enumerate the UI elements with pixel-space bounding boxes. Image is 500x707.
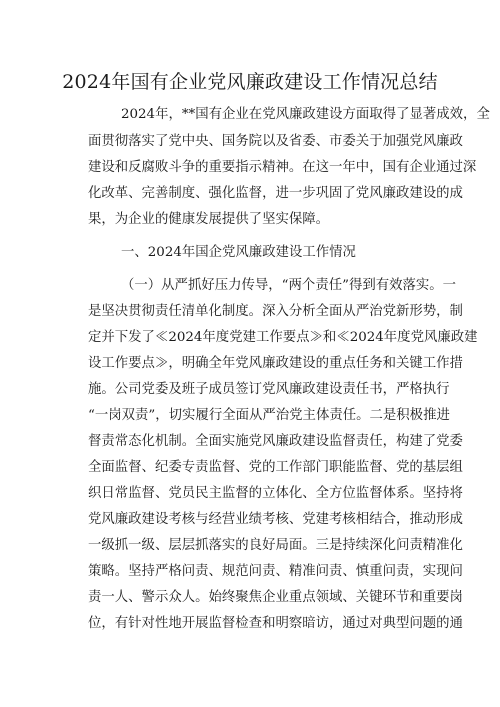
- body-line-8: 全面监督、纪委专责监督、党的工作部门职能监督、党的基层组: [88, 460, 463, 475]
- body-line-13: 责一人、警示众人。始终聚焦企业重点领域、关键环节和重要岗: [88, 590, 463, 605]
- intro-line-5: 果，为企业的健康发展提供了坚实保障。: [88, 212, 330, 227]
- body-line-14: 位，有针对性地开展监督检查和明察暗访，通过对典型问题的通: [88, 616, 463, 631]
- intro-line-1: 2024年，**国有企业在党风廉政建设方面取得了显著成效，全: [121, 107, 490, 122]
- body-line-11: 一级抓一级、层层抓落实的良好局面。三是持续深化问责精准化: [88, 538, 463, 553]
- intro-line-3: 建设和反腐败斗争的重要指示精神。在这一年中，国有企业通过深: [88, 160, 477, 175]
- body-line-7: 督责常态化机制。全面实施党风廉政建设监督责任，构建了党委: [88, 434, 463, 449]
- document-title: 2024年国有企业党风廉政建设工作情况总结: [62, 71, 438, 93]
- section-heading: 一、2024年国企党风廉政建设工作情况: [121, 245, 356, 260]
- body-line-4: 设工作要点≫，明确全年党风廉政建设的重点任务和关键工作措: [88, 356, 463, 371]
- body-line-5: 施。公司党委及班子成员签订党风廉政建设责任书，严格执行: [88, 382, 450, 397]
- body-line-12: 策略。坚持严格问责、规范问责、精准问责、慎重问责，实现问: [88, 564, 463, 579]
- body-line-6: “一岗双责”，切实履行全面从严治党主体责任。二是积极推进: [88, 408, 450, 423]
- body-line-3: 定并下发了≪2024年度党建工作要点≫和≪2024年度党风廉政建: [88, 330, 478, 345]
- body-line-2: 是坚决贯彻责任清单化制度。深入分析全面从严治党新形势，制: [88, 304, 463, 319]
- intro-line-4: 化改革、完善制度、强化监督，进一步巩固了党风廉政建设的成: [88, 186, 463, 201]
- intro-line-2: 面贯彻落实了党中央、国务院以及省委、市委关于加强党风廉政: [88, 134, 463, 149]
- body-line-10: 党风廉政建设考核与经营业绩考核、党建考核相结合，推动形成: [88, 512, 463, 527]
- body-line-9: 织日常监督、党员民主监督的立体化、全方位监督体系。坚持将: [88, 486, 463, 501]
- body-line-1: （一）从严抓好压力传导，“两个责任”得到有效落实。一: [121, 278, 457, 293]
